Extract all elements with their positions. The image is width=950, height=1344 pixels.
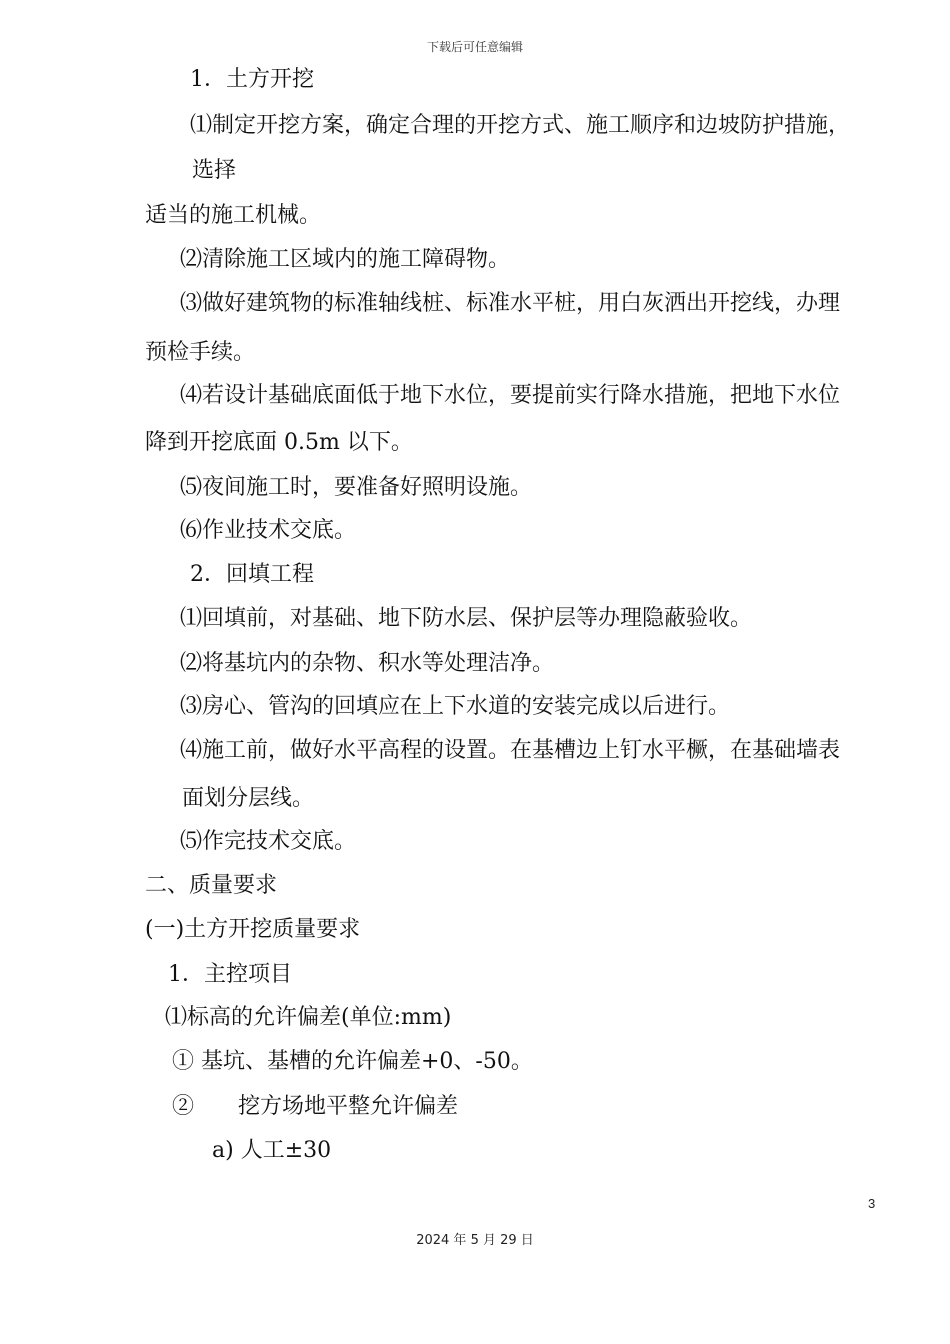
paragraph-line: ⑸夜间施工时，要准备好照明设施。	[180, 475, 533, 500]
paragraph-line: ⑸作完技术交底。	[180, 829, 357, 854]
paragraph-line: ⑵将基坑内的杂物、积水等处理洁净。	[180, 651, 555, 676]
paragraph-line: ⑴回填前，对基础、地下防水层、保护层等办理隐蔽验收。	[180, 606, 753, 631]
section-heading-earth-excavation: 1．土方开挖	[190, 67, 314, 92]
section-heading-backfill: 2．回填工程	[190, 562, 314, 587]
paragraph-line: 适当的施工机械。	[145, 203, 322, 228]
paragraph-line: ⑷施工前，做好水平高程的设置。在基槽边上钉水平橛，在基础墙表	[180, 738, 841, 763]
item-heading-main-control: 1．主控项目	[168, 962, 292, 987]
sub-heading-excavation-quality: (一)土方开挖质量要求	[145, 917, 361, 942]
paragraph-line: ⑴制定开挖方案，确定合理的开挖方式、施工顺序和边坡防护措施，	[190, 113, 851, 138]
list-item: ② 挖方场地平整允许偏差	[172, 1094, 459, 1119]
paragraph-line: ⑶房心、管沟的回填应在上下水道的安装完成以后进行。	[180, 694, 731, 719]
chapter-heading-quality: 二、质量要求	[145, 873, 278, 898]
page-header: 下载后可任意编辑	[426, 40, 523, 54]
paragraph-line: 预检手续。	[145, 340, 256, 365]
paragraph-line: ⑵清除施工区域内的施工障碍物。	[180, 247, 511, 272]
paragraph-line: 面划分层线。	[182, 786, 315, 811]
paragraph-line: 降到开挖底面 0.5m 以下。	[145, 430, 413, 455]
paragraph-line: 选择	[192, 158, 237, 183]
list-item: a) 人工±30	[212, 1138, 332, 1163]
page-number: 3	[868, 1196, 876, 1211]
footer-date: 2024 年 5 月 29 日	[416, 1233, 534, 1248]
paragraph-line: ⑶做好建筑物的标准轴线桩、标准水平桩，用白灰洒出开挖线，办理	[180, 291, 841, 316]
paragraph-line: ⑷若设计基础底面低于地下水位，要提前实行降水措施，把地下水位	[180, 383, 841, 408]
paragraph-line: ⑴标高的允许偏差(单位:mm)	[165, 1005, 452, 1030]
paragraph-line: ⑹作业技术交底。	[180, 518, 357, 543]
list-item: ① 基坑、基槽的允许偏差+0、-50。	[172, 1049, 533, 1074]
